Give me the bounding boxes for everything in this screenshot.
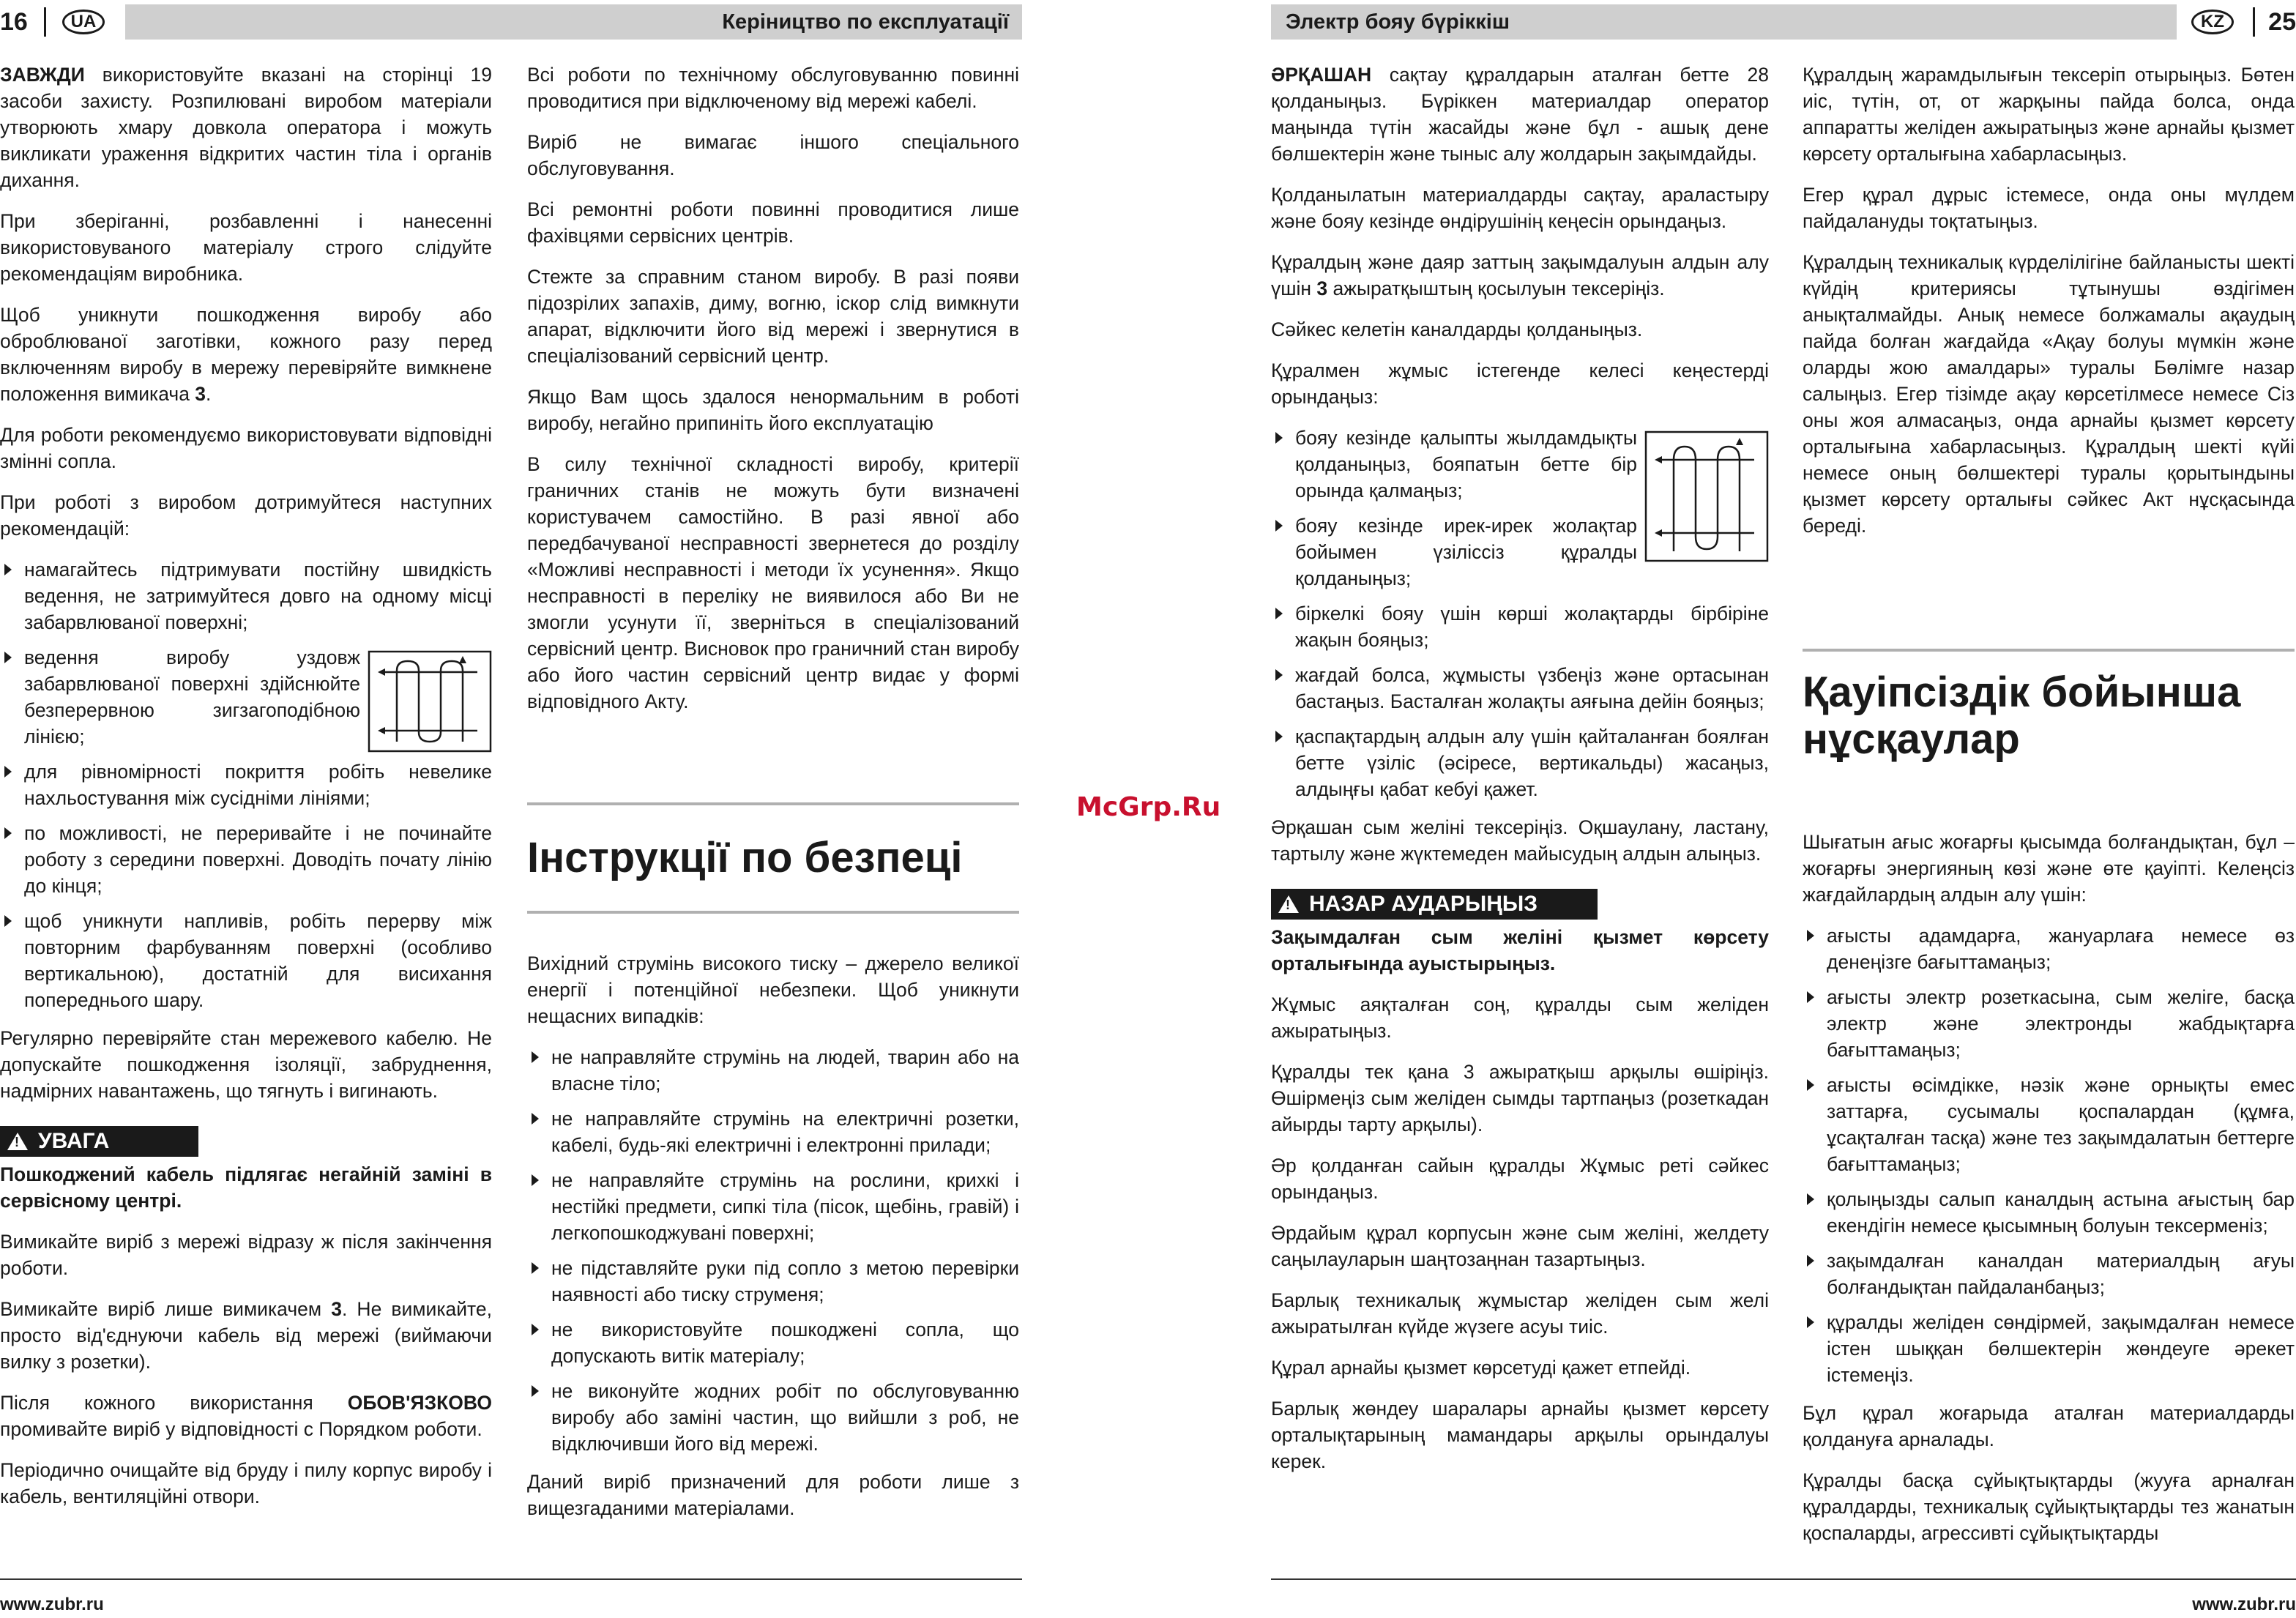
paragraph: Регулярно перевіряйте стан мережевого кабелю. Не допускайте пошкодження ізоляції, забруднення, надмірних навантажень, що тягнуть і вигинають. [0,1027,492,1102]
paragraph: Даний виріб призначений для роботи лише з вищезгаданими матеріалами. [527,1471,1019,1519]
text: Құралдың және даяр заттың зақымдалуын алдын алу үшін [1271,251,1769,299]
list-item: ағысты өсімдікке, нәзік және орнықты емес заттарға, сусымалы қоспалардан (құмға, ұсақталған тасқа) және тез зақымдалатын беттерге бағыттамаңыз; [1803,1072,2295,1177]
paragraph: Құралдың жарамдылығын тексеріп отырыңыз. Бөтен иіс, түтін, от, от жарқыны пайда болса, онда аппаратты желіден ажыратыңыз және арнайы қызмет көрсету орталығына хабарласыңыз. [1803,64,2295,165]
emphasis: 3 [331,1298,342,1320]
text: . [206,383,212,405]
list-item: біркелкі бояу үшін көрші жолақтарды бірбіріне жақын бояңыз; [1271,600,1769,653]
warning-label: НАЗАР АУДАРЫҢЫЗ [1309,892,1538,916]
right-column-1 [1271,61,1769,1489]
paragraph: Құрал арнайы қызмет көрсетуді қажет етпейді. [1271,1357,1691,1379]
list-item: не підставляйте руки під сопло з метою перевірки наявності або тиску струменя; [527,1255,1019,1308]
watermark: McGrp.Ru [1076,792,1221,822]
bullet-list [527,1044,1019,1457]
text: промивайте виріб у відповідності с Порядком роботи. [0,1418,482,1440]
paragraph: При роботі з виробом дотримуйтеся наступних рекомендацій: [0,491,492,540]
paragraph: Всі ремонтні роботи повинні проводитися лише фахівцями сервісних центрів. [527,198,1019,247]
list-item: не направляйте струмінь на рослини, крихкі і нестійкі предмети, сипкі тіла (пісок, щебінь, гравій) і легкопошкоджувані поверхні; [527,1167,1019,1246]
left-page [0,0,1025,1618]
paragraph: Егер құрал дұрыс істемесе, онда оны мүлдем пайдалануды тоқтатыңыз. [1803,184,2295,232]
left-column-1 [0,61,492,1524]
header-title-bar [1271,4,2177,40]
paragraph: Барлық техникалық жұмыстар желіден сым желі ажыратылған күйде жүзеге асуы тиіс. [1271,1289,1769,1338]
list-item: қолыңызды салып каналдың астына ағыстың бар екендігін немесе қысымның болуын тексерменіз; [1803,1186,2295,1239]
section-title: Қауіпсіздік бойынша нұсқаулар [1803,668,2241,763]
text: використовуйте вказані на сторінці 19 засоби захисту. Розпилювані виробом матеріали утворюють хмару довкола оператора і можуть викликати ураження відкритих частин тіла і органів дихання. [0,64,492,191]
left-column-2 [527,61,1019,1536]
list-item: намагайтесь підтримувати постійну швидкість ведення, не затримуйтеся довго на одному місці забарвлюваної поверхні; [0,556,492,635]
text: ажыратқыштың қосылуын тексеріңіз. [1327,277,1665,299]
emphasis: 3 [195,383,206,405]
right-page [1271,0,2296,1618]
section-divider [1803,649,2295,652]
list-item: жағдай болса, жұмысты үзбеңіз және ортасынан бастаңыз. Басталған жолақты аяғына дейін бояңыз; [1271,662,1769,715]
list-item: не направляйте струмінь на електричні розетки, кабелі, будь-які електричні і електронні прилади; [527,1106,1019,1158]
paragraph: Әрдайым құрал корпусын және сым желіні, желдету саңылауларын шаңтозаңнан тазартыңыз. [1271,1222,1769,1270]
bullet-list [0,556,492,1013]
warning-label: УВАГА [38,1129,110,1153]
paragraph: Құралды басқа сұйықтықтарды (жууға арналған құралдарды, техникалық сұйықтықтарды тез жанатын қоспаларды, агрессивті сұйықтықтарды [1803,1469,2295,1544]
list-item: по можливості, не переривайте і не починайте роботу з середини поверхні. Доводіть почату лінію до кінця; [0,820,492,899]
list-item: құралды желіден сөндірмей, зақымдалған немесе істен шыққан бөлшектерін жөндеуге әрекет істемеңіз. [1803,1309,2295,1388]
list-item: қаспақтардың алдын алу үшін қайталанған боялған бетте үзіліс (әсіресе, вертикальды) жасаңыз, алдыңғы қабат кебуі қажет. [1271,723,1769,802]
left-page-header [0,4,1022,40]
list-item: не використовуйте пошкоджені сопла, що допускають витік матеріалу; [527,1316,1019,1369]
paragraph [0,1296,492,1375]
header-title-bar [125,4,1022,40]
text: сақтау құралдарын аталған бетте 28 қолданыңыз. Бүріккен материалдар оператор маңында түтін жасайды және бұл - ашық дене бөлшектерін және тыныс алу жолдарын зақымдайды. [1271,64,1769,165]
paragraph: Жұмыс аяқталған соң, құралды сым желіден ажыратыңыз. [1271,993,1769,1042]
list-item [0,644,492,750]
emphasis: ОБОВ'ЯЗКОВО [347,1392,492,1414]
list-item: не виконуйте жодних робіт по обслуговуванню виробу або заміні частин, що вийшли з роб, не відключивши його від мережі. [527,1378,1019,1457]
text: . Не вимикайте, просто від'єднуючи кабель від мережі (виймаючи вилку з розетки). [0,1298,492,1373]
paragraph: Якщо Вам щось здалося ненормальним в роботі виробу, негайно припиніть його експлуатацію [527,386,1019,434]
right-page-header [1271,4,2296,40]
paragraph: Стежте за справним станом виробу. В разі появи підозрілих запахів, диму, вогню, іскор слід вимкнути апарат, відключити його від мережі і звернутися в спеціалізований сервісний центр. [527,266,1019,367]
section-title: Інструкції по безпеці [527,834,963,881]
warning-banner [1271,889,1598,920]
language-badge: KZ [2191,10,2234,34]
emphasis: 3 [1316,277,1328,299]
language-badge: UA [62,10,105,34]
text: ведення виробу уздовж забарвлюваної поверхні здійснюйте безперервною зигзагоподібною лінією; [24,646,360,748]
list-item: ағысты адамдарға, жануарлаға немесе өз денеңізге бағыттамаңыз; [1803,922,2295,975]
paragraph: Қолданылатын материалдарды сақтау, араластыру және бояу кезінде өндірушінің кеңесін орындаңыз. [1271,184,1769,232]
paragraph: Шығатын ағыс жоғарғы қысымда болғандықтан, бұл – жоғарғы энергияның көзі және өте қауіпті. Келеңсіз жағдайлардың алдын алу үшін: [1803,831,2295,906]
text: Вимикайте виріб лише вимикачем [0,1298,332,1320]
emphasis: ӘРҚАШАН [1271,64,1372,86]
paragraph: Құралмен жұмыс істегенде келесі кеңестерді орындаңыз: [1271,359,1769,408]
bullet-list [1803,922,2295,1388]
header-title: Электр бояу бүріккіш [1286,10,1510,34]
text: бояу кезінде қалыпты жылдамдықты қолданыңыз, бояпатын бетте бір орында қалмаңыз; [1295,427,1637,502]
right-column-2 [1803,61,2295,1561]
paragraph: Барлық жөндеу шаралары арнайы қызмет көрсету орталықтарының мамандары арқылы орындалуы керек. [1271,1398,1769,1472]
header-title: Керіництво по експлуатації [722,10,1009,34]
footer-divider [1271,1578,2296,1580]
footer-divider [0,1578,1022,1580]
list-item: щоб уникнути напливів, робіть перерву між повторним фарбуванням поверхні (особливо вертикальною), достатній для висихання попереднього шару. [0,908,492,1013]
paragraph: Әр қолданған сайын құралды Жұмыс реті сәйкес орындаңыз. [1271,1155,1769,1203]
list-item [1271,425,1769,504]
warning-text: Пошкоджений кабель підлягає негайній заміні в сервісному центрі. [0,1163,492,1212]
paragraph: Сәйкес келетін каналдарды қолданыңыз. [1271,318,1643,340]
warning-icon: ! [1278,895,1299,913]
paragraph: В силу технічної складності виробу, критерії граничних станів не можуть бути визначені користувачем самостійно. В разі явної або передбачуваної несправності звернетеся до розділу «Можливі несправності і методи їх усунення». Якщо несправності в переліку не виявилося або Ви не змогли усунути її, зверніться в спеціалізований сервісний центр. Висновок про граничний стан виробу або його частин сервісний центр видає у формі відповідного Акту. [527,453,1019,712]
paragraph: Всі роботи по технічному обслуговуванню повинні проводитися при відключеному від мережі кабелі. [527,64,1019,112]
zigzag-pattern-icon [368,650,492,753]
paragraph [1271,249,1769,302]
emphasis: ЗАВЖДИ [0,64,85,86]
paragraph: Для роботи рекомендуємо використовувати відповідні змінні сопла. [0,424,492,472]
section-divider [527,802,1019,805]
header-separator [44,7,46,37]
paragraph: Әрқашан сым желіні тексеріңіз. Оқшаулану, ластану, тартылу және жүктемеден майысудың алдын алыңыз. [1271,816,1769,865]
paragraph: Вихідний струмінь високого тиску – джерело великої енергії і потенційної небезпеки. Щоб уникнути нещасних випадків: [527,952,1019,1027]
warning-icon: ! [7,1133,28,1150]
paragraph: Вимикайте виріб з мережі відразу ж після закінчення роботи. [0,1231,492,1279]
paragraph: Виріб не вимагає іншого спеціального обслуговування. [527,131,1019,179]
list-item: зақымдалған каналдан материалдың ағуы болғандықтан пайдаланбаңыз; [1803,1248,2295,1300]
paragraph [0,61,492,193]
list-item: ағысты электр розеткасына, сым желіге, басқа электр және электронды жабдықтарға бағыттамаңыз; [1803,984,2295,1063]
footer-url: www.zubr.ru [2192,1595,2296,1614]
list-item: для рівномірності покриття робіть невелике нахльостування між сусідніми лініями; [0,758,492,811]
footer-url: www.zubr.ru [0,1595,104,1614]
warning-banner [0,1126,198,1157]
text: Після кожного використання [0,1392,348,1414]
paragraph: Құралды тек қана 3 ажыратқыш арқылы өшіріңіз. Өшірмеңіз сым желіден сымды тартпаңыз (розеткадан айырды тарту арқылы). [1271,1061,1769,1136]
bullet-list [1271,425,1769,802]
paragraph: Құралдың техникалық күрделілігіне байланысты шекті күйдің критериясы тұтынушы өздігімен анықталмайды. Анық немесе болжамалы ақаудың пайда болған жағдайда «Ақау болуы мүмкін және оларды жою амалдары» туралы Бөлімге назар салыңыз. Егер тізімде ақау көрсетілмесе немесе Сіз оны жоя алмасаңыз, онда арнайы қызмет көрсету орталығына хабарласыңыз. Құралдың шекті күйі немесе оның бөлшектері туралы қорытындыны қызмет көрсету орталығы сәйкес Акт нұсқасында береді. [1803,251,2295,537]
page-number: 25 [2268,7,2296,36]
warning-text: Зақымдалған сым желіні қызмет көрсету орталығында ауыстырыңыз. [1271,926,1769,974]
paragraph: Періодично очищайте від бруду і пилу корпус виробу і кабель, вентиляційні отвори. [0,1459,492,1507]
list-item: не направляйте струмінь на людей, тварин або на власне тіло; [527,1044,1019,1097]
list-item: бояу кезінде ирек-ирек жолақтар бойымен үзіліссіз құралды қолданыңыз; [1271,512,1769,592]
text: Щоб уникнути пошкодження виробу або оброблюваної заготівки, кожного разу перед включенням виробу в мережу перевіряйте вимкнене положення вимикача [0,304,492,405]
paragraph [0,1390,492,1442]
paragraph: Бұл құрал жоғарыда аталған материалдарды қолдануға арналады. [1803,1402,2295,1450]
page-number: 16 [0,7,28,36]
paragraph: При зберіганні, розбавленні і нанесенні використовуваного матеріалу строго слідуйте рекомендаціям виробника. [0,210,492,285]
paragraph [0,302,492,407]
paragraph [1271,61,1769,167]
